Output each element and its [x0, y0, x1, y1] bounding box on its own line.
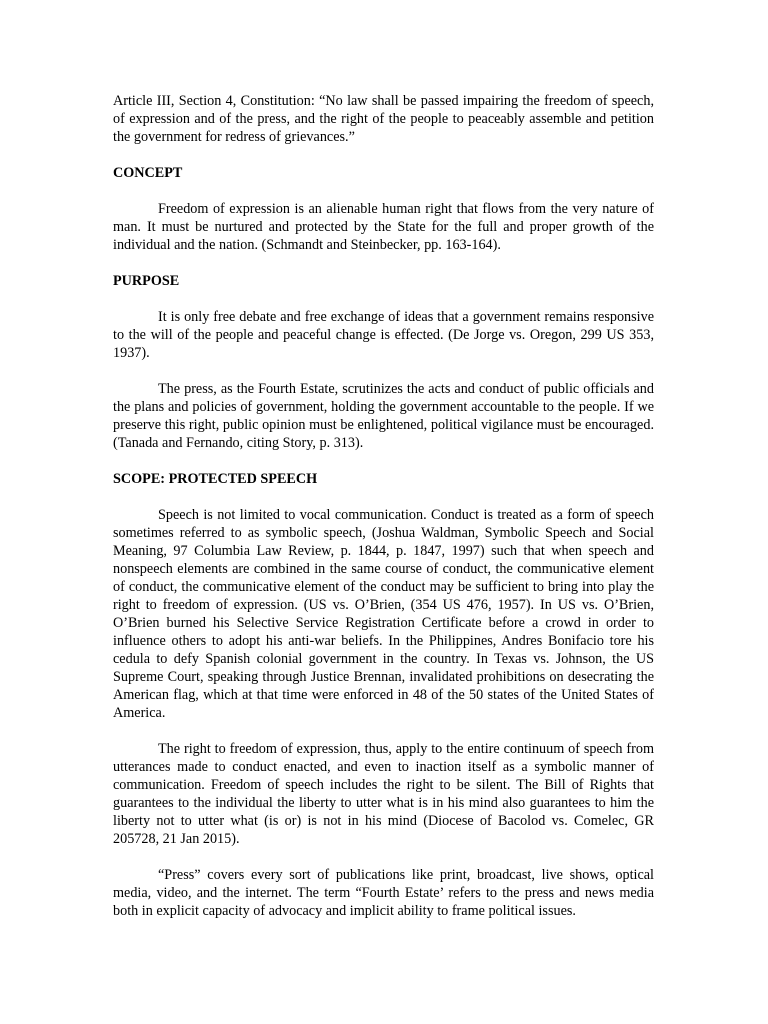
- document-body: [113, 92, 654, 920]
- purpose-paragraph-2: The press, as the Fourth Estate, scrutinizes the acts and conduct of public officials and the plans and policies of government, holding the government accountable to the people. If we preserve this right, public opinion must be enlightened, political vigilance must be encouraged. (Tanada and Fernando, citing Story, p. 313).: [113, 381, 654, 451]
- scope-heading: SCOPE: PROTECTED SPEECH: [113, 471, 318, 487]
- scope-paragraph-3: “Press” covers every sort of publications like print, broadcast, live shows, optical media, video, and the internet. The term “Fourth Estate’ refers to the press and news media both in explicit capacity of advocacy and implicit ability to frame political issues.: [113, 867, 654, 919]
- concept-paragraph: Freedom of expression is an alienable human right that flows from the very nature of man. It must be nurtured and protected by the State for the full and proper growth of the individual and the nation. (Schmandt and Steinbecker, pp. 163-164).: [113, 201, 654, 253]
- purpose-heading: PURPOSE: [113, 273, 180, 289]
- scope-paragraph-1: Speech is not limited to vocal communication. Conduct is treated as a form of speech sometimes referred to as symbolic speech, (Joshua Waldman, Symbolic Speech and Social Meaning, 97 Columbia Law Review, p. 1844, p. 1847, 1997) such that when speech and nonspeech elements are combined in the same course of conduct, the communicative element of conduct, the communicative element of the conduct may be sufficient to bring into play the right to freedom of expression. (US vs. O’Brien, (354 US 476, 1957). In US vs. O’Brien, O’Brien burned his Selective Service Registration Certificate before a crowd in order to influence others to adopt his anti-war beliefs. In the Philippines, Andres Bonifacio tore his cedula to defy Spanish colonial government in the country. In Texas vs. Johnson, the US Supreme Court, speaking through Justice Brennan, invalidated prohibitions on desecrating the American flag, which at that time were enforced in 48 of the 50 states of the United States of America.: [113, 507, 654, 721]
- purpose-paragraph-1: It is only free debate and free exchange of ideas that a government remains responsive to the will of the people and peaceful change is effected. (De Jorge vs. Oregon, 299 US 353, 1937).: [113, 309, 654, 361]
- intro-paragraph: Article III, Section 4, Constitution: “No law shall be passed impairing the freedom of speech, of expression and of the press, and the right of the people to peaceably assemble and petition the government for redress of grievances.”: [113, 93, 654, 145]
- scope-paragraph-2: The right to freedom of expression, thus, apply to the entire continuum of speech from utterances made to conduct enacted, and even to inaction itself as a symbolic manner of communication. Freedom of speech includes the right to be silent. The Bill of Rights that guarantees to the individual the liberty to utter what is in his mind also guarantees to him the liberty not to utter what (is or) is not in his mind (Diocese of Bacolod vs. Comelec, GR 205728, 21 Jan 2015).: [113, 741, 654, 847]
- concept-heading: CONCEPT: [113, 165, 183, 181]
